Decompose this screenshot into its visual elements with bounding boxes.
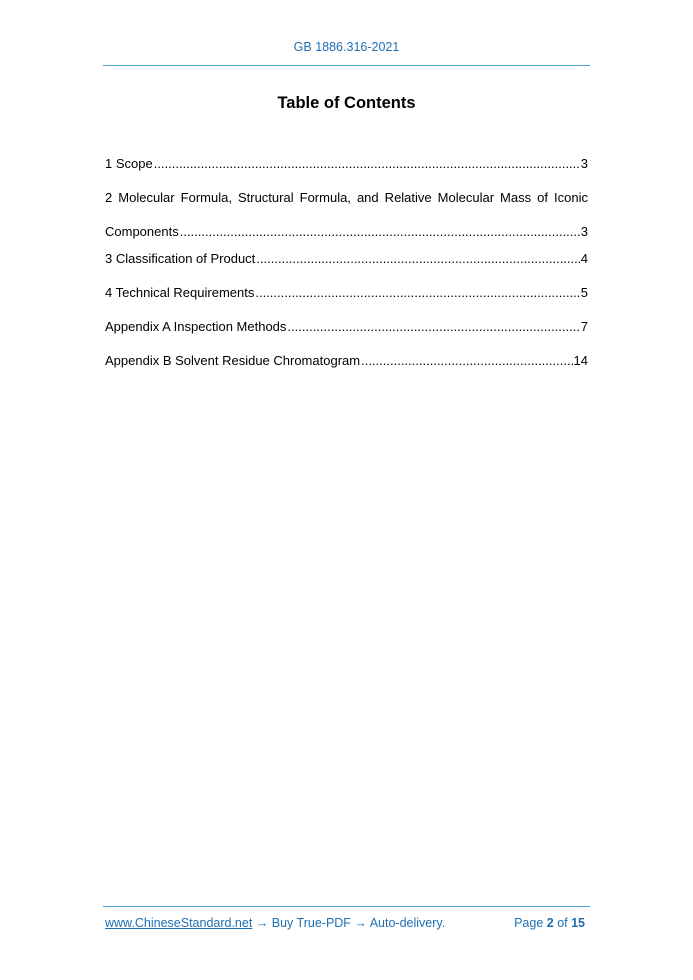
page-prefix: Page [514,916,547,930]
toc-entry-page: 3 [580,156,588,171]
page-of: of [553,916,572,930]
toc-entry-appendix-a[interactable] [105,318,588,335]
toc-leader-dots [361,352,572,369]
toc-leader-dots [287,318,579,335]
toc-entry-molecular-formula[interactable] [105,189,588,240]
toc-leader-dots [256,250,579,267]
toc-leader-dots [154,155,580,172]
toc-entry-label: Components [105,224,179,239]
toc-entry-page: 3 [580,224,588,239]
footer [105,916,585,934]
toc-entry-technical-requirements[interactable] [105,284,588,301]
toc-entry-page: 5 [580,285,588,300]
toc-entry-scope[interactable] [105,155,588,172]
toc-entry-label: 1 Scope [105,156,153,171]
footer-left [105,916,445,930]
page-current: 2 [546,916,554,930]
page-total: 15 [571,916,585,930]
toc-leader-dots [255,284,579,301]
toc-entry-label: 3 Classification of Product [105,251,256,266]
toc-entry-appendix-b[interactable] [105,352,588,369]
footer-website-link[interactable]: www.ChineseStandard.net [105,916,253,930]
toc-title: Table of Contents [277,94,416,112]
toc-entry-page: 4 [580,251,588,266]
toc-entry-page: 7 [580,319,588,334]
toc-entry-label: 4 Technical Requirements [105,285,255,300]
toc-entry-label: Appendix A Inspection Methods [105,319,287,334]
toc-entry-label: Appendix B Solvent Residue Chromatogram [105,353,361,368]
toc-leader-dots [180,223,580,240]
toc-entry-page: 14 [573,353,588,368]
header-standard-code: GB 1886.316-2021 [293,40,400,54]
footer-divider [103,906,590,907]
toc-entry-classification[interactable] [105,250,588,267]
footer-page-number [514,916,585,930]
toc-entry-label-line1: 2 Molecular Formula, Structural Formula, and Relative Molecular Mass of Iconic [105,190,588,205]
footer-promo-text: → Buy True-PDF → Auto-delivery. [252,916,446,930]
header-divider [103,65,590,66]
